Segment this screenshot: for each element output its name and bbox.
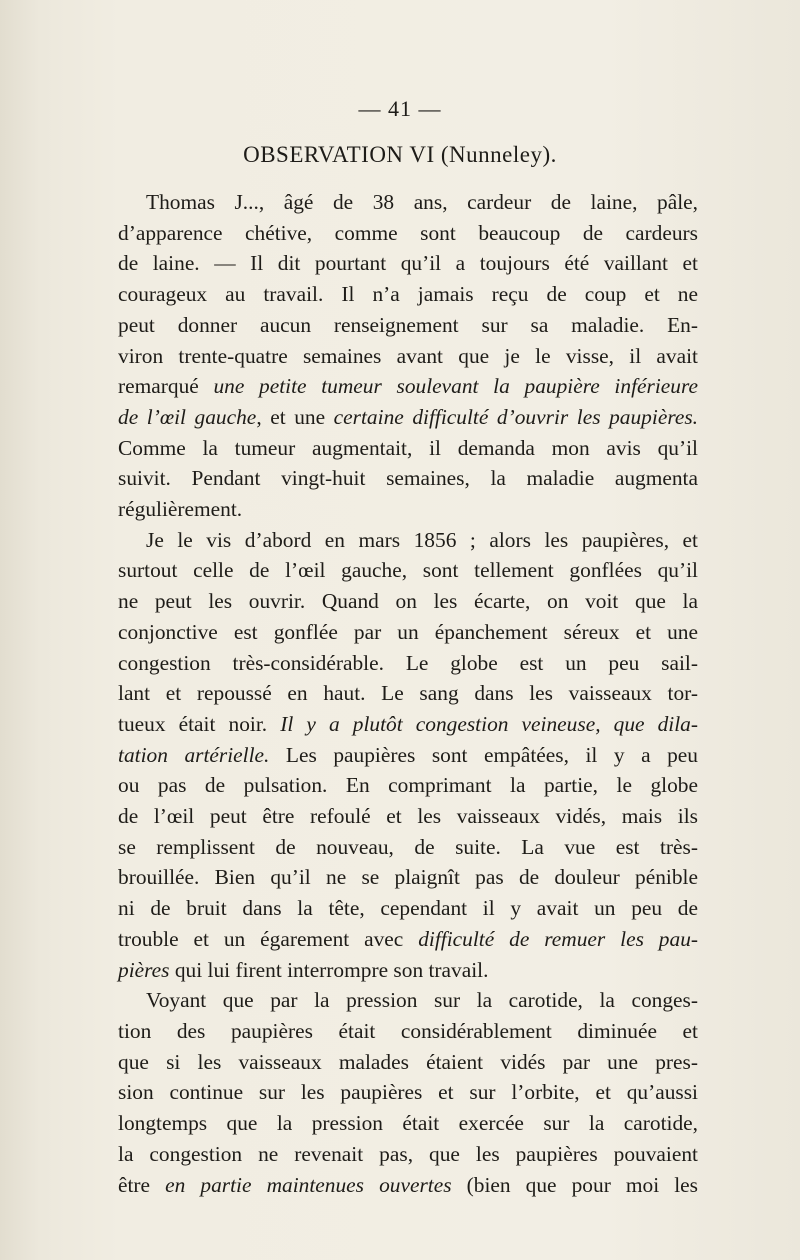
text-line: ni de bruit dans la tête, cependant il y avait un peu de [118,896,698,921]
text-line: tueux était noir. Il y a plutôt congestion veineuse, que dila- [118,711,699,736]
text-line: viron trente-quatre semaines avant que je le visse, il avait [118,343,698,368]
text-line: congestion très-considérable. Le globe est un peu sail- [118,650,698,675]
paragraph-3 [118,985,698,1200]
text-line: ne peut les ouvrir. Quand on les écarte, on voit que la [118,589,698,614]
text-line: se remplissent de nouveau, de suite. La vue est très- [118,834,698,859]
text-line: lant et repoussé en haut. Le sang dans les vaisseaux tor- [118,681,698,706]
text-line: que si les vaisseaux malades étaient vidés par une pres- [118,1049,698,1074]
text-line: trouble et un égarement avec difficulté de remuer les pau- [118,926,699,951]
text-line: pières qui lui firent interrompre son travail. [118,957,489,982]
text-line: d’apparence chétive, comme sont beaucoup de cardeurs [118,220,698,245]
text-line: la congestion ne revenait pas, que les paupières pouvaient [118,1141,698,1166]
page-number: — 41 — [358,96,442,121]
text-line: brouillée. Bien qu’il ne se plaignît pas de douleur pénible [118,865,698,890]
text-line: Je le vis d’abord en mars 1856 ; alors les paupières, et [146,527,698,552]
observation-title: OBSERVATION VI (Nunneley). [243,142,557,167]
text-line: ou pas de pulsation. En comprimant la partie, le globe [118,773,698,798]
text-line: longtemps que la pression était exercée sur la carotide, [118,1111,698,1136]
text-line: être en partie maintenues ouvertes (bien que pour moi les [118,1172,698,1197]
text-line: courageux au travail. Il n’a jamais reçu de coup et ne [118,282,698,307]
text-line: suivit. Pendant vingt-huit semaines, la maladie augmenta [118,466,698,491]
paragraph-2 [118,525,698,986]
text-line: de l’œil peut être refoulé et les vaisseaux vidés, mais ils [118,804,698,829]
text-line: Thomas J..., âgé de 38 ans, cardeur de laine, pâle, [146,190,698,214]
text-line: Voyant que par la pression sur la carotide, la conges- [146,988,698,1013]
text-line: peut donner aucun renseignement sur sa maladie. En- [118,312,698,337]
text-line: conjonctive est gonflée par un épanchement séreux et une [118,619,698,644]
text-line: Comme la tumeur augmentait, il demanda mon avis qu’il [118,435,698,460]
text-line: tion des paupières était considérablement diminuée et [118,1018,698,1043]
body-text [118,187,698,1200]
text-line: remarqué une petite tumeur soulevant la paupière inférieure [118,374,698,399]
text-line: sion continue sur les paupières et sur l’orbite, et qu’aussi [118,1080,698,1105]
text-line: surtout celle de l’œil gauche, sont tellement gonflées qu’il [118,558,698,583]
text-line: de laine. — Il dit pourtant qu’il a toujours été vaillant et [118,251,698,276]
text-line: régulièrement. [118,497,243,522]
paragraph-1 [118,187,698,525]
text-line: de l’œil gauche, et une certaine difficulté d’ouvrir les paupières. [118,404,699,429]
text-line: tation artérielle. Les paupières sont empâtées, il y a peu [118,742,698,767]
